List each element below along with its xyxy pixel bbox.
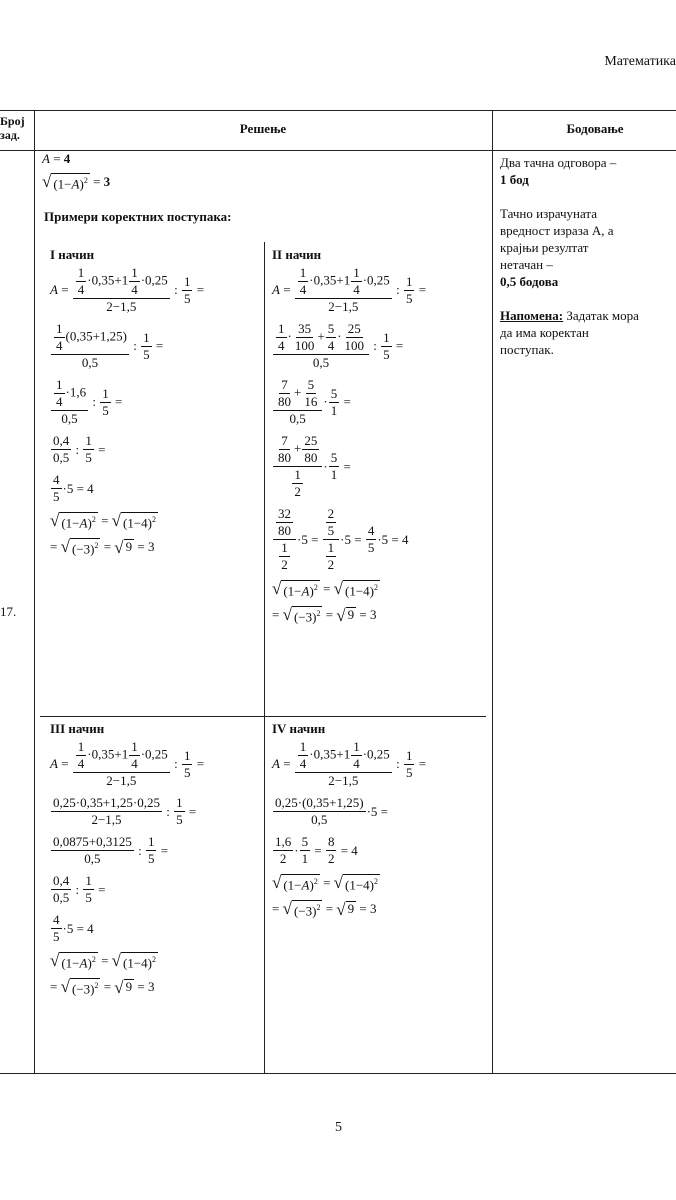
table-col-divider-1 <box>34 110 35 1074</box>
col-scoring-header: Бодовање <box>566 121 624 136</box>
col-number-header-line1: Број <box>0 114 25 128</box>
methods-divider-horizontal <box>40 716 486 717</box>
answer-a: A = 4 <box>42 151 71 166</box>
scoring-note-label: Напомена: <box>500 308 564 323</box>
table-top-border <box>0 110 676 111</box>
answer-b: √ $(1-A)^2$ = 3 <box>42 172 111 192</box>
method-1-title: I начин <box>50 247 95 262</box>
col-number-header-line2: зад. <box>0 128 20 142</box>
method-1-work: A = $\frac{1}{4}$ ·0,35+1 $\frac{1}{4}$ ·0,25 2−1,5 : $\frac{1}{5}$ = $\frac{1}{4}$ (0,35+1,25) 0,5 : $\frac{1}{5}$ = $\frac{1}{4}$ ·1,6 0,5 : $\frac{1}{5}$ = $\frac{0,4}{0,5}$ : $\frac{1}{5}$ = $\frac{4}{5}$ ·5 = 4 √ $(1-A)^2$ = √ $(1-4)^2$ = √ $(-3)^2$ = √ 9 = 3 <box>50 265 205 557</box>
scoring-line-2a: Тачно израчуната <box>500 206 597 221</box>
scoring-points-2: 0,5 бодова <box>500 274 559 289</box>
scoring-note-text-b: да има коректан <box>500 325 589 340</box>
col-number-header <box>0 114 34 142</box>
page-header-subject: Математика <box>604 54 676 69</box>
method-3-title: III начин <box>50 721 105 736</box>
col-solution-header: Решење <box>239 121 287 136</box>
scoring-line-2d: нетачан – <box>500 257 553 272</box>
scoring-line-1: Два тачна одговора – <box>500 155 617 170</box>
table-header-divider <box>0 150 676 151</box>
scoring-points-1: 1 бод <box>500 172 529 187</box>
method-4-title: IV начин <box>272 721 326 736</box>
scoring-line-2c: крајњи резултат <box>500 240 589 255</box>
method-2-work: A = $\frac{1}{4}$ ·0,35+1 $\frac{1}{4}$ ·0,25 2−1,5 : $\frac{1}{5}$ = $\frac{1}{4}$ · $\frac{35}{100}$ + $\frac{5}{4}$ · $\frac{25}{100}$ 0,5 : $\frac{1}{5}$ = $\frac{7}{80}$ + $\frac{5}{16}$ 0,5 · $\frac{5}{1}$ = $\frac{7}{80}$ + $\frac{25}{80}$ $\frac{1}{2}$ · $\frac{5}{1}$ = $\frac{\frac{32}{80}}{\frac{1}{2}}$ ·5 = $\frac{\frac{2}{5}}{\frac{1}{2}}$ ·5 = $\frac{4}{5}$ ·5 = 4 √ $(1-A)^2$ = √ $(1-4)^2$ = √ $(-3)^2$ = √ 9 = 3 <box>272 265 427 625</box>
method-3-work: A = $\frac{1}{4}$ ·0,35+1 $\frac{1}{4}$ ·0,25 2−1,5 : $\frac{1}{5}$ = $\frac{0,25\cdot 0,35+1,25\cdot 0,25}{2-1,5}$ : $\frac{1}{5}$ = $\frac{0,0875+0,3125}{0,5}$ : $\frac{1}{5}$ = $\frac{0,4}{0,5}$ : $\frac{1}{5}$ = $\frac{4}{5}$ ·5 = 4 √ $(1-A)^2$ = √ $(1-4)^2$ = √ $(-3)^2$ = √ 9 = 3 <box>50 739 205 997</box>
scoring-column <box>500 154 676 358</box>
scoring-note-text-c: поступак. <box>500 342 554 357</box>
task-number: 17. <box>0 604 17 619</box>
methods-divider-vertical <box>264 242 265 1074</box>
page-number: 5 <box>335 1120 342 1135</box>
table-col-divider-2 <box>492 110 493 1074</box>
scoring-line-2b: вредност израза A, а <box>500 223 614 238</box>
method-4-work: A = $\frac{1}{4}$ ·0,35+1 $\frac{1}{4}$ ·0,25 2−1,5 : $\frac{1}{5}$ = $\frac{0,25\cdot(0,35+1,25)}{0,5}$ ·5 = $\frac{1,6}{2}$ · $\frac{5}{1}$ = $\frac{8}{2}$ = 4 √ $(1-A)^2$ = √ $(1-4)^2$ = √ $(-3)^2$ = √ 9 = 3 <box>272 739 427 919</box>
method-2-title: II начин <box>272 247 322 262</box>
examples-heading: Примери коректних поступака: <box>44 209 232 224</box>
table-bottom-border <box>0 1073 676 1074</box>
scoring-note-text-a: Задатак мора <box>566 308 639 323</box>
